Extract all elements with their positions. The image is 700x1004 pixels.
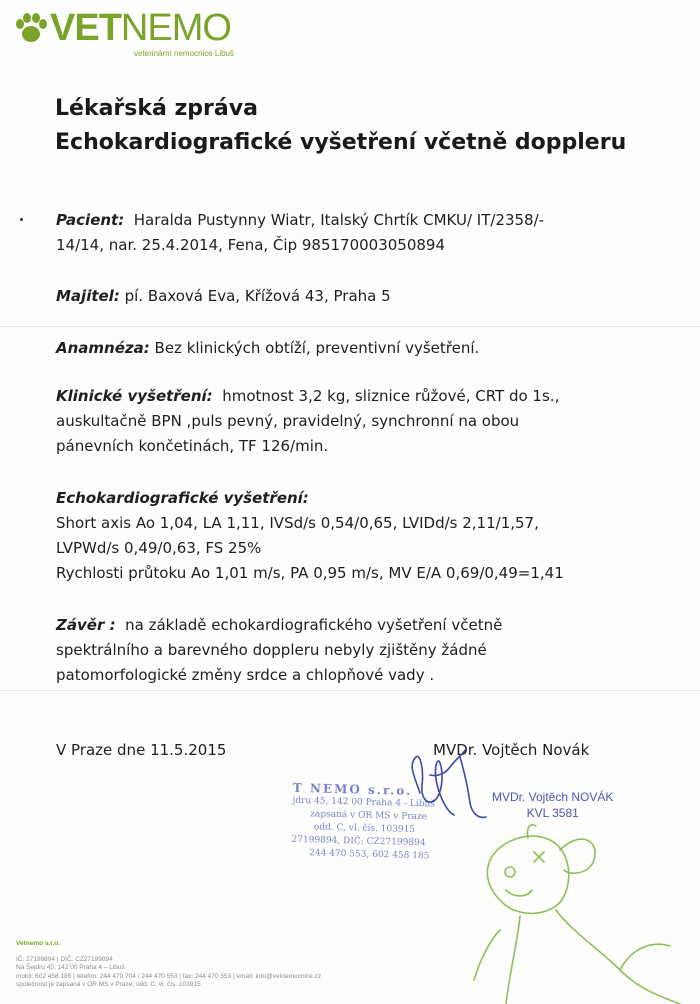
scan-artifact-line: [0, 326, 700, 327]
conclusion-line3: patomorfologické změny srdce a chlopňové vady .: [56, 666, 435, 684]
footer-line2: Na Šejdru 45, 142 00 Praha 4 – Libuš: [16, 964, 125, 971]
stamp-line4: odd. C, vl. čís. 103915: [313, 822, 416, 835]
scan-artifact-line: [0, 690, 700, 691]
doctor-stamp-line2: KVL 3581: [526, 806, 579, 820]
echo-exam-label: Echokardiografické vyšetření:: [56, 489, 309, 507]
conclusion-label: Závěr :: [56, 616, 116, 634]
patient-label: Pacient:: [56, 211, 125, 229]
echo-exam-line3: Rychlosti průtoku Ao 1,01 m/s, PA 0,95 m/s, MV E/A 0,69/0,49=1,41: [56, 564, 564, 582]
clinical-exam-line2: auskultačně BPN ,puls pevný, pravidelný, synchronní na obou: [56, 412, 520, 430]
clinical-exam-section: [56, 384, 666, 459]
conclusion-section: [56, 613, 666, 688]
stamp-line5: 27199894, DIČ: CZ27199894: [291, 834, 426, 849]
owner-section: [56, 284, 666, 309]
owner-text: pí. Baxová Eva, Křížová 43, Praha 5: [124, 287, 391, 305]
conclusion-line2: spektrálního a barevného doppleru nebyly zjištěny žádné: [56, 641, 487, 659]
paw-icon: [14, 12, 48, 44]
vetnemo-logo: [14, 8, 254, 58]
echo-exam-section: [56, 486, 666, 586]
dog-doodle-icon: [470, 820, 700, 1004]
footer-line4: společnost je zapsaná v OR MS v Praze, odd. C, vl. čís. 103915: [16, 981, 201, 988]
patient-line1: Haralda Pustynny Wiatr, Italský Chrtík CMKU/ IT/2358/-: [133, 211, 545, 229]
place-and-date: V Praze dne 11.5.2015: [56, 741, 227, 759]
doctor-name: MVDr. Vojtěch Novák: [433, 741, 590, 759]
anamnesis-text: Bez klinických obtíží, preventivní vyšetření.: [154, 339, 480, 357]
anamnesis-label: Anamnéza:: [56, 339, 150, 357]
stamp-line6: 244 470 553, 602 458 185: [309, 848, 430, 862]
doctor-stamp: [492, 789, 613, 821]
stamp-line3: zapsaná v OR MS v Praze: [310, 809, 428, 823]
footer-firm: Vetnemo s.r.o.: [16, 940, 61, 947]
logo-wordmark: VETNEMO: [50, 7, 231, 49]
footer: [16, 940, 321, 990]
footer-line3: mobil: 602 458 185 | telefon: 244 470 704 / 244 470 553 | fax: 244 470 553 | email: info@vetnemocnice.cz: [16, 972, 322, 980]
clinical-exam-line1: hmotnost 3,2 kg, sliznice růžové, CRT do 1s.,: [222, 387, 560, 405]
clinical-exam-line3: pánevních končetinách, TF 126/min.: [56, 437, 329, 455]
owner-label: Majitel:: [56, 287, 120, 305]
doctor-stamp-line1: MVDr. Vojtěch NOVÁK: [492, 790, 614, 804]
stamp-line1: T NEMO s.r.o.: [292, 780, 413, 798]
footer-line1: IČ: 27199894 | DIČ: CZ27199894: [16, 955, 113, 963]
report-title-line1: Lékařská zpráva: [55, 96, 258, 121]
clinical-exam-label: Klinické vyšetření:: [56, 387, 213, 405]
patient-line2: 14/14, nar. 25.4.2014, Fena, Čip 985170003050894: [56, 236, 446, 254]
logo-subtitle: veterinární nemocnice Libuš: [134, 49, 235, 58]
stray-dot: [20, 218, 23, 221]
conclusion-line1: na základě echokardiografického vyšetření včetně: [125, 616, 503, 634]
anamnesis-section: [56, 336, 666, 361]
report-title: [55, 92, 626, 160]
echo-exam-line1: Short axis Ao 1,04, LA 1,11, IVSd/s 0,54/0,65, LVIDd/s 2,11/1,57,: [56, 514, 539, 532]
echo-exam-line2: LVPWd/s 0,49/0,63, FS 25%: [56, 539, 262, 557]
report-title-line2: Echokardiografické vyšetření včetně doppleru: [55, 130, 627, 155]
stamp-line2: jdru 45, 142 00 Praha 4 - Libuš: [292, 795, 435, 810]
patient-section: [56, 208, 666, 258]
